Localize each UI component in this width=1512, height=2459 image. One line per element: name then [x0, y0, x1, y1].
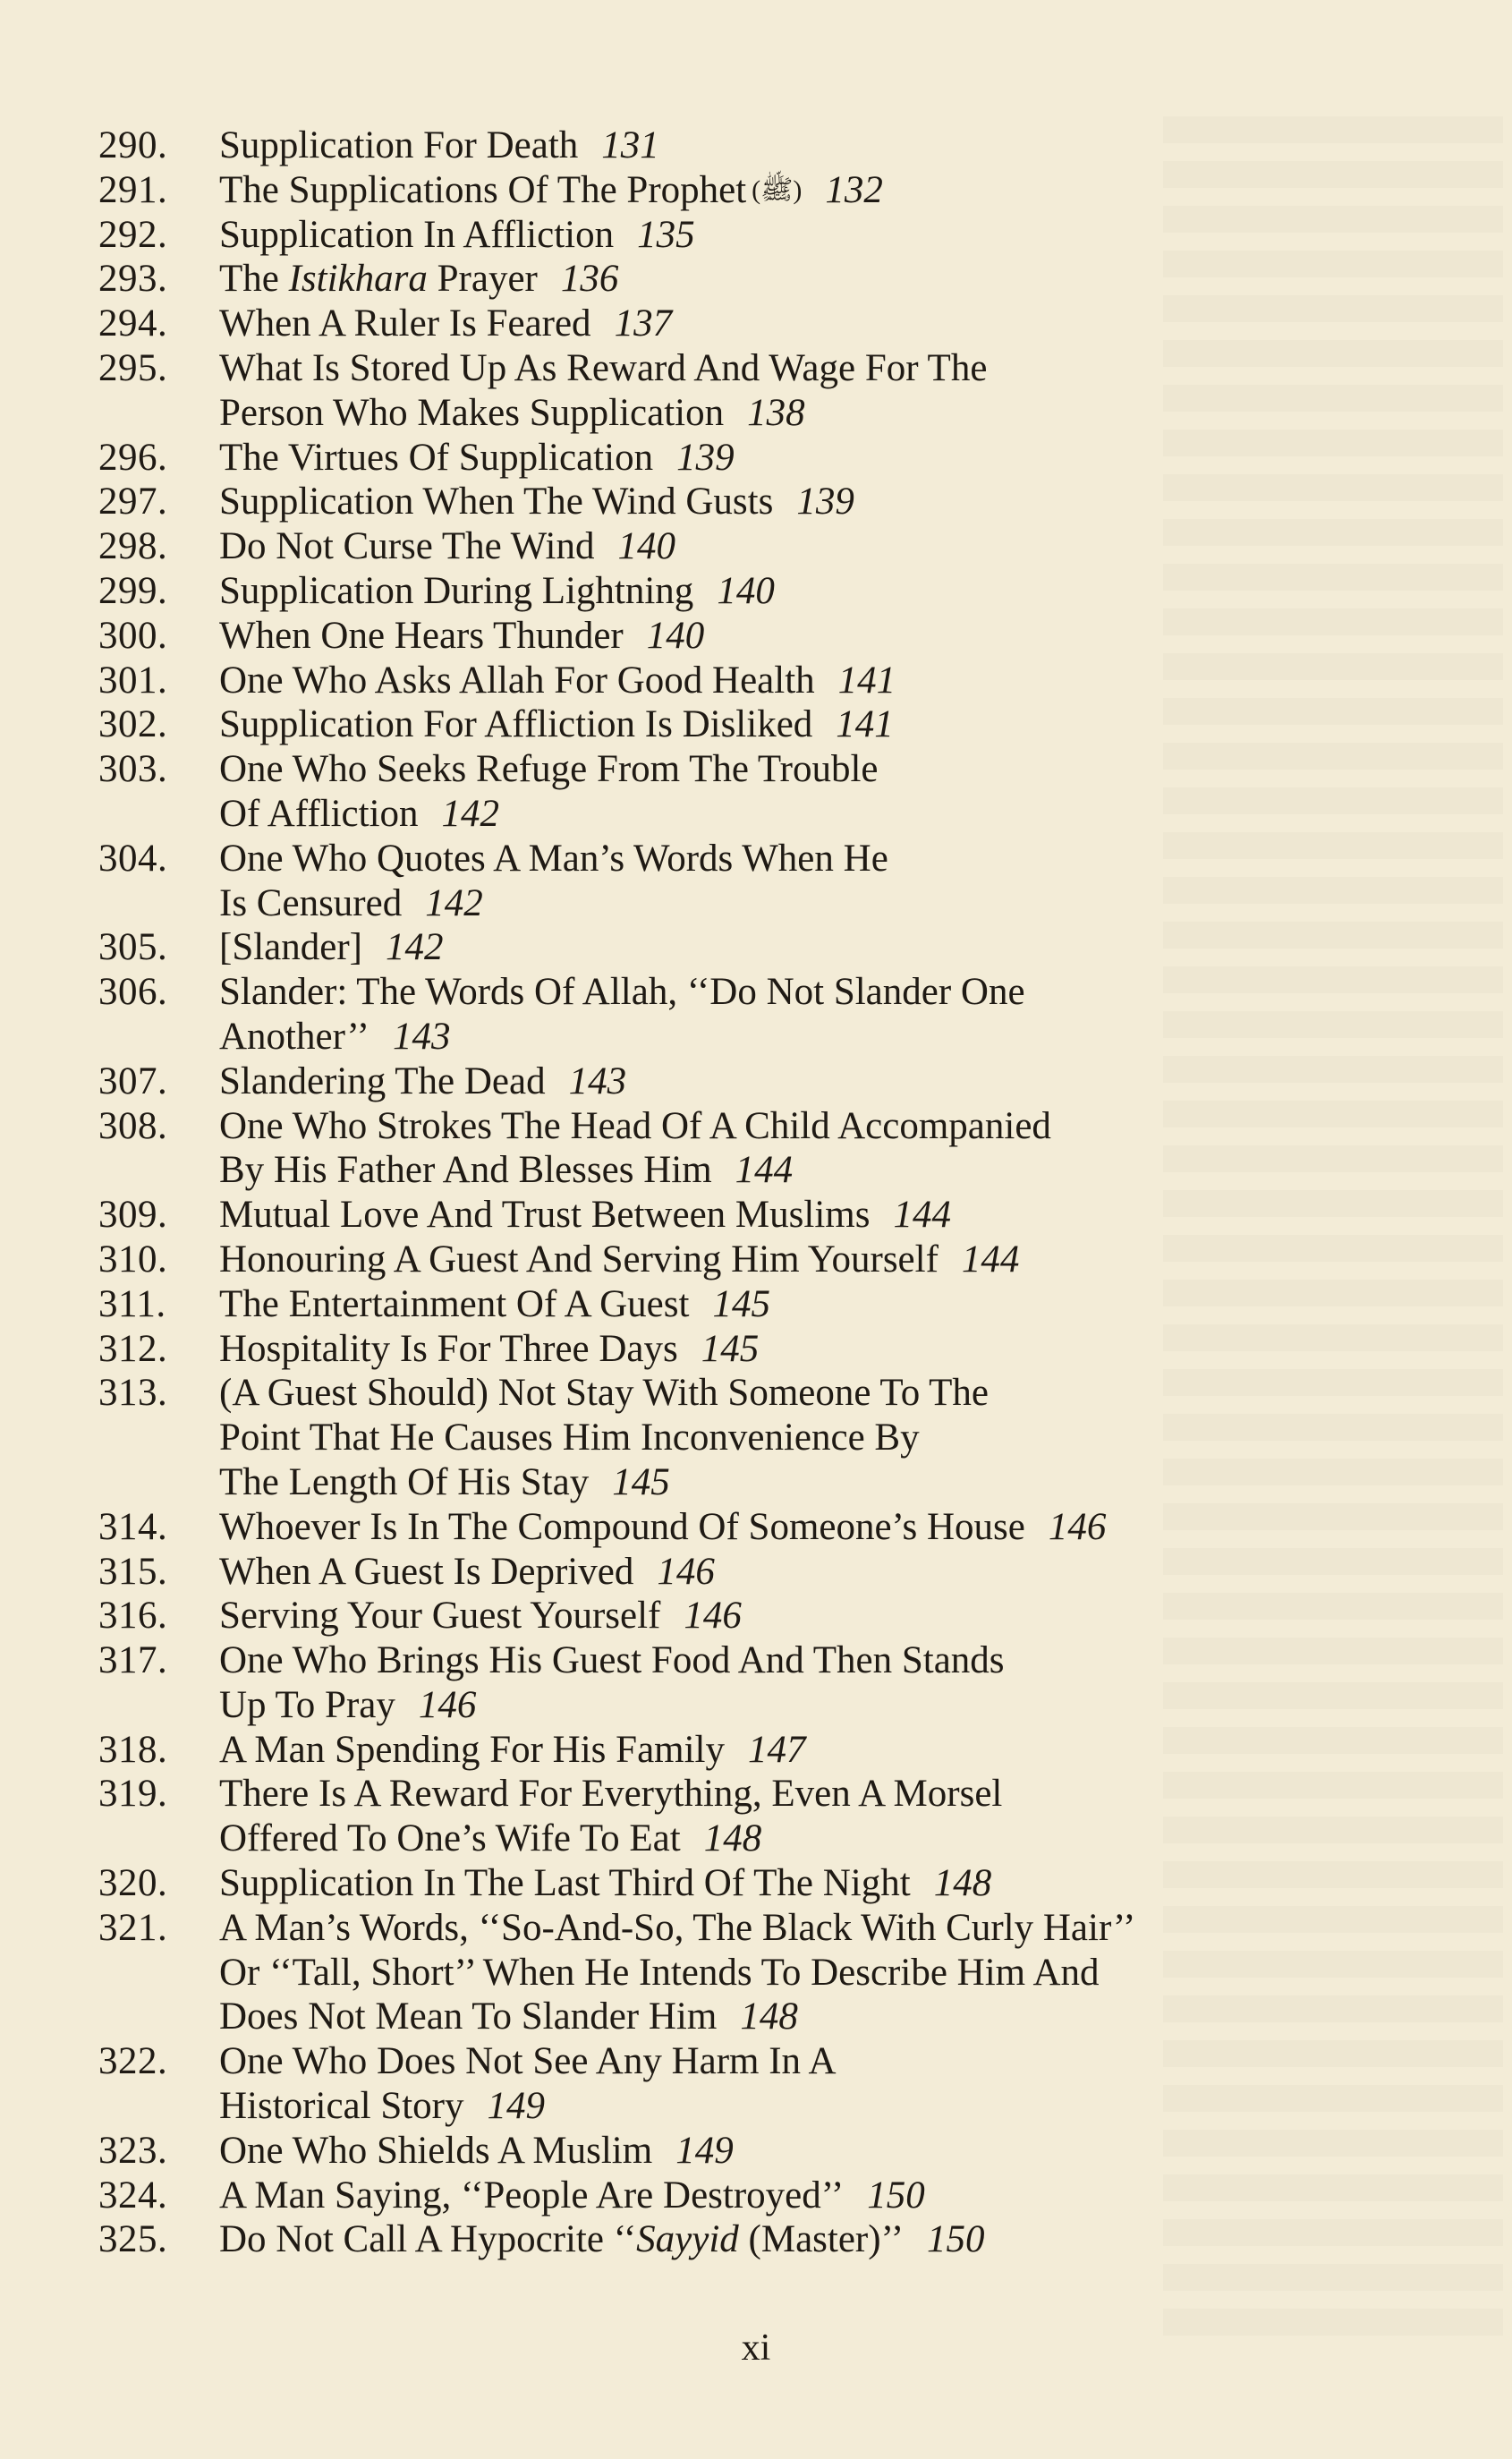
entry-number: 296. — [98, 436, 168, 479]
entry-title: Slandering The Dead — [219, 1059, 546, 1102]
toc-entry — [98, 1282, 1405, 1327]
entry-title: Supplication For Affliction Is Disliked — [219, 703, 813, 746]
toc-entry — [98, 1906, 1405, 2039]
entry-text — [219, 2174, 1405, 2218]
entry-title-italic: Istikhara — [288, 258, 428, 301]
entry-page-number: 140 — [646, 614, 705, 657]
entry-title: When A Ruler Is Feared — [219, 302, 591, 345]
entry-page-number: 140 — [617, 525, 675, 568]
entry-page-number: 137 — [614, 302, 673, 345]
entry-title: When A Guest Is Deprived — [219, 1550, 634, 1593]
entry-page-number: 148 — [740, 1995, 798, 2038]
entry-page-number: 145 — [701, 1327, 760, 1370]
entry-title: Supplication When The Wind Gusts — [219, 481, 774, 523]
entry-title: A Man Spending For His Family — [219, 1728, 726, 1771]
entry-number: 324. — [98, 2174, 168, 2217]
entry-text — [219, 1327, 1405, 1372]
toc-entry — [98, 346, 1405, 436]
entry-page-number: 146 — [1048, 1505, 1107, 1548]
entry-text — [219, 480, 1405, 524]
toc-entry — [98, 257, 1405, 302]
toc-entry — [98, 970, 1405, 1059]
toc-entry — [98, 2174, 1405, 2218]
entry-number: 322. — [98, 2040, 168, 2083]
toc-entry — [98, 1059, 1405, 1104]
entry-text — [219, 2217, 1405, 2262]
entry-text — [219, 925, 1405, 970]
entry-title: Supplication In The Last Third Of The Night — [219, 1862, 911, 1905]
entry-title: The Supplications Of The Prophet — [219, 168, 747, 211]
entry-title: The — [219, 258, 289, 301]
entry-page-number: 146 — [657, 1550, 715, 1593]
toc-entry — [98, 302, 1405, 346]
entry-title: Do Not Curse The Wind — [219, 525, 595, 568]
entry-number: 305. — [98, 926, 168, 969]
entry-number: 301. — [98, 659, 168, 702]
toc-entry — [98, 1193, 1405, 1238]
entry-page-number: 142 — [386, 926, 444, 969]
entry-title: Honouring A Guest And Serving Him Yourself — [219, 1238, 939, 1281]
entry-page-number: 145 — [612, 1460, 670, 1503]
entry-text — [219, 1104, 1405, 1194]
toc-entry — [98, 1505, 1405, 1550]
toc-entry — [98, 213, 1405, 258]
entry-title: Supplication In Affliction — [219, 213, 615, 256]
entry-text — [219, 346, 1405, 436]
entry-page-number: 141 — [836, 703, 894, 746]
toc-entry — [98, 480, 1405, 524]
entry-text — [219, 1282, 1405, 1327]
entry-text — [219, 524, 1405, 569]
entry-number: 306. — [98, 971, 168, 1014]
entry-number: 292. — [98, 213, 168, 256]
toc-entry — [98, 925, 1405, 970]
page-number: xi — [741, 2327, 771, 2369]
entry-title: Whoever Is In The Compound Of Someone’s House — [219, 1505, 1025, 1548]
entry-text — [219, 659, 1405, 703]
entry-text — [219, 436, 1405, 481]
entry-title: One Who Brings His Guest Food And Then Stands Up To Pray — [219, 1639, 1005, 1726]
entry-text — [219, 1193, 1405, 1238]
entry-number: 302. — [98, 703, 168, 746]
entry-page-number: 150 — [927, 2218, 985, 2261]
toc-entry — [98, 524, 1405, 569]
entry-text — [219, 1594, 1405, 1638]
entry-page-number: 143 — [568, 1059, 627, 1102]
toc-entry — [98, 747, 1405, 837]
entry-page-number: 139 — [676, 436, 735, 479]
entry-text — [219, 614, 1405, 659]
entry-title: Serving Your Guest Yourself — [219, 1595, 661, 1638]
toc-entry — [98, 1327, 1405, 1372]
entry-text — [219, 213, 1405, 258]
entry-page-number: 142 — [425, 881, 483, 924]
entry-number: 318. — [98, 1728, 168, 1771]
entry-text — [219, 123, 1405, 168]
toc-entry — [98, 1238, 1405, 1282]
toc-entry — [98, 436, 1405, 481]
entry-title: One Who Seeks Refuge From The Trouble Of Affliction — [219, 748, 879, 835]
entry-title: Do Not Call A Hypocrite ‘‘ — [219, 2218, 637, 2261]
entry-page-number: 131 — [601, 124, 659, 166]
entry-number: 298. — [98, 525, 168, 568]
entry-page-number: 141 — [837, 659, 896, 702]
table-of-contents — [98, 123, 1405, 2262]
entry-page-number: 149 — [487, 2085, 545, 2128]
entry-text — [219, 168, 1405, 213]
toc-entry — [98, 1104, 1405, 1194]
entry-page-number: 145 — [712, 1282, 770, 1325]
entry-text — [219, 970, 1405, 1059]
entry-title: One Who Strokes The Head Of A Child Accompanied By His Father And Blesses Him — [219, 1104, 1051, 1192]
toc-entry — [98, 1638, 1405, 1728]
entry-title: Supplication For Death — [219, 124, 579, 166]
entry-number: 321. — [98, 1906, 168, 1949]
entry-title: One Who Shields A Muslim — [219, 2129, 653, 2172]
entry-number: 307. — [98, 1059, 168, 1102]
entry-number: 313. — [98, 1372, 168, 1415]
entry-page-number: 148 — [703, 1817, 762, 1860]
entry-page-number: 144 — [893, 1194, 951, 1237]
entry-page-number: 143 — [392, 1015, 451, 1058]
toc-entry — [98, 569, 1405, 614]
toc-entry — [98, 1772, 1405, 1861]
entry-text — [219, 569, 1405, 614]
toc-entry — [98, 614, 1405, 659]
toc-entry — [98, 2217, 1405, 2262]
salutation-seal-icon: (ﷺ) — [752, 174, 803, 205]
toc-entry — [98, 2129, 1405, 2174]
entry-number: 304. — [98, 837, 168, 880]
entry-page-number: 136 — [560, 258, 619, 301]
entry-page-number: 146 — [684, 1595, 742, 1638]
entry-page-number: 135 — [637, 213, 695, 256]
entry-text — [219, 1059, 1405, 1104]
entry-number: 309. — [98, 1194, 168, 1237]
entry-number: 294. — [98, 302, 168, 345]
entry-number: 315. — [98, 1550, 168, 1593]
toc-entry — [98, 1861, 1405, 1906]
entry-page-number: 144 — [961, 1238, 1020, 1281]
entry-page-number: 140 — [717, 569, 775, 612]
entry-number: 323. — [98, 2129, 168, 2172]
entry-title: There Is A Reward For Everything, Even A Morsel Offered To One’s Wife To Eat — [219, 1773, 1003, 1860]
entry-number: 314. — [98, 1505, 168, 1548]
entry-text — [219, 747, 1405, 837]
entry-title: Hospitality Is For Three Days — [219, 1327, 678, 1370]
entry-title: (A Guest Should) Not Stay With Someone To The Point That He Causes Him Inconvenience By The Length Of His Stay — [219, 1372, 990, 1503]
toc-entry — [98, 659, 1405, 703]
toc-entry — [98, 1594, 1405, 1638]
entry-page-number: 138 — [747, 391, 805, 434]
entry-text — [219, 1861, 1405, 1906]
entry-number: 310. — [98, 1238, 168, 1281]
entry-page-number: 147 — [748, 1728, 806, 1771]
entry-text — [219, 837, 1405, 926]
entry-text — [219, 2129, 1405, 2174]
entry-text — [219, 1238, 1405, 1282]
entry-title: A Man’s Words, ‘‘So-And-So, The Black With Curly Hair’’ Or ‘‘Tall, Short’’ When He Intends To Describe Him And Does Not Mean To Slander Him — [219, 1906, 1136, 2038]
toc-entry — [98, 837, 1405, 926]
entry-text — [219, 1906, 1405, 2039]
entry-number: 291. — [98, 168, 168, 211]
entry-text — [219, 1728, 1405, 1773]
entry-title: Mutual Love And Trust Between Muslims — [219, 1194, 871, 1237]
entry-title: What Is Stored Up As Reward And Wage For The Person Who Makes Supplication — [219, 346, 988, 434]
entry-text — [219, 702, 1405, 747]
entry-number: 308. — [98, 1104, 168, 1147]
entry-number: 320. — [98, 1862, 168, 1905]
entry-text — [219, 2039, 1405, 2129]
entry-text — [219, 1371, 1405, 1504]
entry-page-number: 144 — [735, 1149, 794, 1192]
entry-page-number: 148 — [933, 1862, 992, 1905]
entry-title: Supplication During Lightning — [219, 569, 694, 612]
entry-number: 316. — [98, 1595, 168, 1638]
entry-title: One Who Does Not See Any Harm In A Historical Story — [219, 2040, 837, 2128]
entry-number: 319. — [98, 1773, 168, 1816]
toc-entry — [98, 1550, 1405, 1595]
toc-entry — [98, 702, 1405, 747]
entry-number: 295. — [98, 346, 168, 389]
entry-page-number: 149 — [675, 2129, 734, 2172]
entry-title: A Man Saying, ‘‘People Are Destroyed’’ — [219, 2174, 845, 2217]
entry-page-number: 146 — [418, 1683, 477, 1726]
entry-text — [219, 1550, 1405, 1595]
entry-number: 297. — [98, 481, 168, 523]
entry-title: When One Hears Thunder — [219, 614, 624, 657]
entry-title: [Slander] — [219, 926, 362, 969]
entry-number: 299. — [98, 569, 168, 612]
toc-entry — [98, 1728, 1405, 1773]
toc-entry — [98, 1371, 1405, 1504]
entry-text — [219, 1638, 1405, 1728]
entry-text — [219, 257, 1405, 302]
entry-title: Slander: The Words Of Allah, ‘‘Do Not Slander One Another’’ — [219, 971, 1025, 1058]
entry-number: 311. — [98, 1282, 166, 1325]
entry-number: 312. — [98, 1327, 168, 1370]
entry-page-number: 150 — [867, 2174, 925, 2217]
entry-number: 290. — [98, 124, 168, 166]
entry-text — [219, 1505, 1405, 1550]
toc-entry — [98, 2039, 1405, 2129]
entry-title: The Virtues Of Supplication — [219, 436, 654, 479]
entry-text — [219, 302, 1405, 346]
entry-text — [219, 1772, 1405, 1861]
entry-page-number: 139 — [796, 481, 854, 523]
entry-title: Prayer — [427, 258, 538, 301]
entry-number: 317. — [98, 1639, 168, 1682]
entry-page-number: 132 — [825, 168, 883, 211]
toc-entry — [98, 168, 1405, 213]
entry-page-number: 142 — [441, 792, 500, 835]
entry-title: One Who Asks Allah For Good Health — [219, 659, 815, 702]
entry-number: 300. — [98, 614, 168, 657]
entry-title: The Entertainment Of A Guest — [219, 1282, 690, 1325]
entry-number: 325. — [98, 2218, 168, 2261]
entry-title: One Who Quotes A Man’s Words When He Is Censured — [219, 837, 888, 924]
entry-title-italic: Sayyid — [636, 2218, 739, 2261]
toc-entry — [98, 123, 1405, 168]
entry-number: 293. — [98, 258, 168, 301]
entry-title: (Master)’’ — [738, 2218, 905, 2261]
entry-number: 303. — [98, 748, 168, 791]
